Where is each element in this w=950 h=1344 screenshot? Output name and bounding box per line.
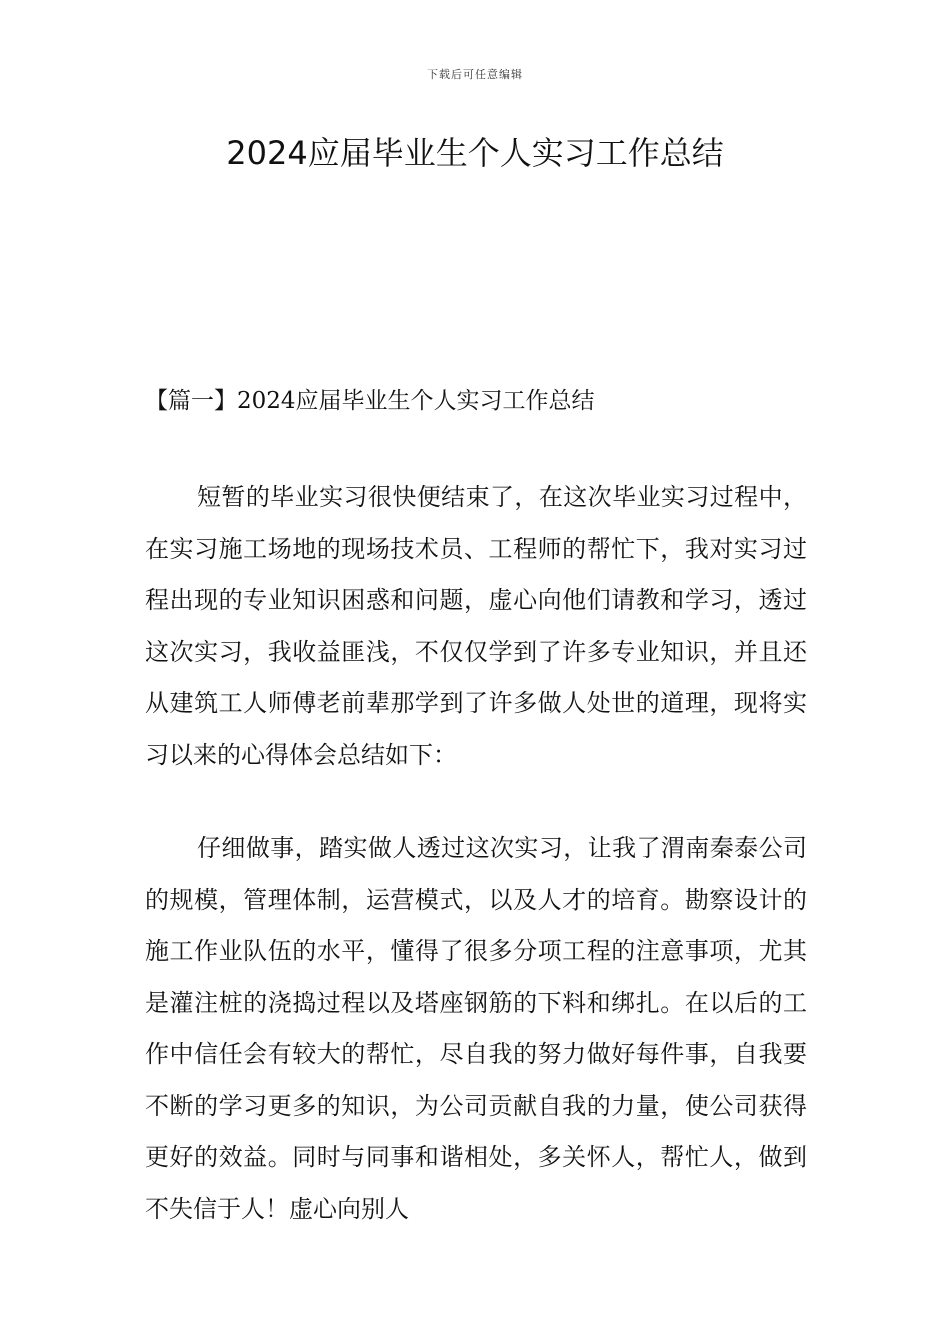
section-heading: 【篇一】2024应届毕业生个人实习工作总结 — [145, 388, 595, 414]
header-note: 下载后可任意编辑 — [427, 68, 523, 81]
document-title: 2024应届毕业生个人实习工作总结 — [226, 134, 724, 172]
body-paragraph-2: 仔细做事，踏实做人透过这次实习，让我了渭南秦泰公司的规模，管理体制，运营模式，以及人才的培育。勘察设计的施工作业队伍的水平，懂得了很多分项工程的注意事项，尤其是灌注桩的浇捣过程以及塔座钢筋的下料和绑扎。在以后的工作中信任会有较大的帮忙，尽自我的努力做好每件事，自我要不断的学习更多的知识，为公司贡献自我的力量，使公司获得更好的效益。同时与同事和谐相处，多关怀人，帮忙人，做到不失信于人！虚心向别人 — [145, 834, 807, 1223]
body-paragraph-1: 短暂的毕业实习很快便结束了，在这次毕业实习过程中，在实习施工场地的现场技术员、工程师的帮忙下，我对实习过程出现的专业知识困惑和问题，虚心向他们请教和学习，透过这次实习，我收益匪浅，不仅仅学到了许多专业知识，并且还从建筑工人师傅老前辈那学到了许多做人处世的道理，现将实习以来的心得体会总结如下： — [145, 483, 807, 769]
